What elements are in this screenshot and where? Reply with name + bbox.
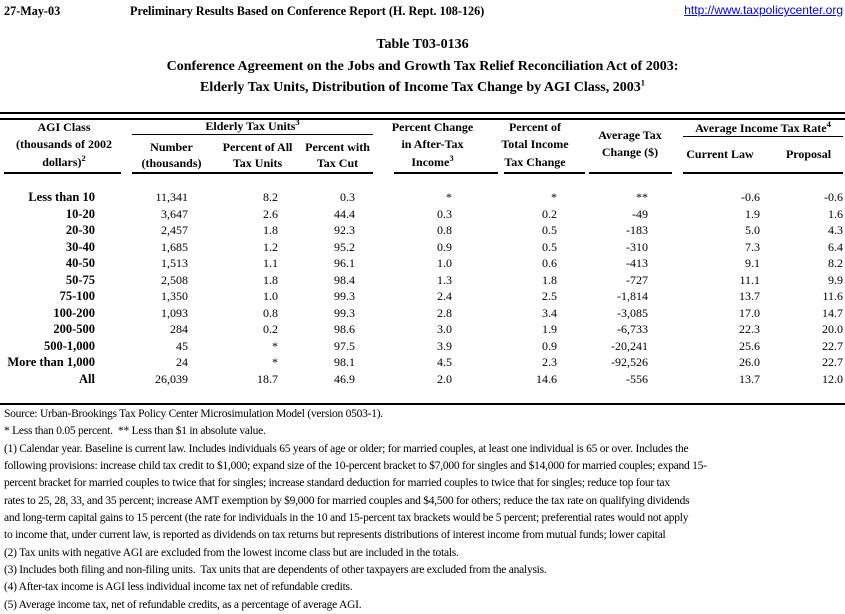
cell: -1,814 bbox=[617, 289, 648, 304]
header-line: Tax Units bbox=[232, 156, 283, 171]
table-row bbox=[0, 354, 845, 371]
cell: 8.2 bbox=[828, 256, 843, 271]
cell: 95.2 bbox=[334, 239, 355, 254]
cell: 13.7 bbox=[739, 372, 760, 387]
header-underline bbox=[394, 172, 498, 174]
column-header-current-law: Current Law bbox=[686, 147, 754, 161]
footnote-line: percent bracket for married couples to twice that for singles; increase standard deduction for married couples to twice that for singles; reduce top four tax bbox=[4, 477, 670, 490]
column-header-percent-with-cut bbox=[300, 139, 375, 171]
row-label: 50-75 bbox=[65, 272, 95, 287]
header-line: Number bbox=[150, 140, 193, 154]
cell: 17.0 bbox=[739, 305, 760, 320]
cell: 2.5 bbox=[542, 289, 557, 304]
cell: 22.7 bbox=[822, 355, 843, 370]
table-row bbox=[0, 321, 845, 338]
footnote-line: following provisions: increase child tax credit to $1,000; expand size of the 10-percent bracket to $7,000 for singles and $14,000 for married couples; expand 15- bbox=[4, 460, 707, 473]
bottom-rule bbox=[0, 403, 845, 405]
cell: 0.9 bbox=[542, 338, 557, 353]
cell: -92,526 bbox=[611, 355, 648, 370]
cell: 98.1 bbox=[334, 355, 355, 370]
header-line: Change ($) bbox=[601, 145, 659, 160]
cell: 4.5 bbox=[437, 355, 452, 370]
cell: 1.0 bbox=[437, 256, 452, 271]
footnote-line: and long-term capital gains to 15 percent (the rate for individuals in the 10 and 15-percent tax brackets would be 5 percent; preferential rates would not apply bbox=[4, 512, 689, 525]
cell: 14.7 bbox=[822, 305, 843, 320]
footnote-line: (1) Calendar year. Baseline is current law. Includes individuals 65 years of age or older; for married couples, at least one individual is 65 or over. Includes the bbox=[4, 442, 689, 455]
cell: 2,457 bbox=[161, 223, 188, 238]
cell: 0.3 bbox=[437, 206, 452, 221]
cell: 4.3 bbox=[828, 223, 843, 238]
cell: -20,241 bbox=[611, 338, 648, 353]
footnote-marker: 3 bbox=[295, 117, 300, 127]
cell: 22.7 bbox=[822, 338, 843, 353]
footnote-line: (5) Average income tax, net of refundable credits, as a percentage of average AGI. bbox=[4, 598, 362, 611]
cell: 11.1 bbox=[739, 272, 760, 287]
cell: 99.3 bbox=[334, 305, 355, 320]
cell: 1,685 bbox=[161, 239, 188, 254]
cell: 9.9 bbox=[828, 272, 843, 287]
column-header-agi-class bbox=[0, 119, 128, 171]
cell: 1.9 bbox=[745, 206, 760, 221]
footnote-line: (2) Tax units with negative AGI are excluded from the lowest income class but are included in the totals. bbox=[4, 546, 459, 559]
header-underline bbox=[589, 172, 672, 174]
cell: 1.1 bbox=[263, 256, 278, 271]
table-title-line1: Table T03-0136 bbox=[376, 37, 469, 52]
cell: 92.3 bbox=[334, 223, 355, 238]
cell: 2,508 bbox=[161, 272, 188, 287]
row-label: 20-30 bbox=[65, 223, 95, 238]
cell: 0.8 bbox=[263, 305, 278, 320]
footnote-line: rates to 25, 28, 33, and 35 percent; increase AMT exemption by $9,000 for married couples and $4,500 for others; reduce the tax rate on qualifying dividends bbox=[4, 494, 690, 507]
table-row bbox=[0, 206, 845, 223]
cell: 14.6 bbox=[536, 372, 557, 387]
row-label: More than 1,000 bbox=[7, 355, 95, 370]
table-body bbox=[0, 189, 845, 388]
column-header-proposal: Proposal bbox=[785, 147, 832, 161]
cell: 0.6 bbox=[542, 256, 557, 271]
column-group-elderly-tax-units: Elderly Tax Units$^3$ bbox=[132, 119, 373, 135]
cell: 3.4 bbox=[542, 305, 557, 320]
header-underline bbox=[132, 172, 373, 174]
cell: 1.3 bbox=[437, 272, 452, 287]
cell: 2.3 bbox=[542, 355, 557, 370]
cell: 0.3 bbox=[340, 190, 355, 204]
cell: 1.9 bbox=[542, 322, 557, 337]
column-header-percent-of-all bbox=[215, 139, 300, 171]
cell: 1,093 bbox=[161, 305, 188, 320]
cell: 8.2 bbox=[263, 190, 278, 204]
cell: * bbox=[272, 338, 278, 353]
table-row bbox=[0, 189, 845, 206]
source-line: Source: Urban-Brookings Tax Policy Center Microsimulation Model (version 0503-1). bbox=[4, 408, 383, 420]
header-line: Percent with bbox=[305, 140, 370, 154]
header-line: Percent of bbox=[508, 120, 562, 134]
row-label: Less than 10 bbox=[28, 190, 95, 204]
header-line: Tax Cut bbox=[316, 156, 359, 171]
cell: 22.3 bbox=[739, 322, 760, 337]
cell: 2.4 bbox=[437, 289, 452, 304]
header-line: AGI Class bbox=[37, 120, 91, 134]
cell: 97.5 bbox=[334, 338, 355, 353]
header-line: Total Income bbox=[501, 137, 569, 152]
table-row bbox=[0, 338, 845, 355]
column-group-avg-income-tax-rate: Average Income Tax Rate$^4$ bbox=[683, 121, 843, 137]
header-line: Tax Change bbox=[504, 154, 566, 169]
column-header-number bbox=[128, 139, 215, 171]
header-line: Percent of All bbox=[222, 140, 293, 154]
cell: 284 bbox=[170, 322, 188, 337]
cell: 1,350 bbox=[161, 289, 188, 304]
footnote-marker: 2 bbox=[81, 152, 86, 163]
table-row bbox=[0, 272, 845, 289]
cell: 46.9 bbox=[334, 372, 355, 387]
row-label: All bbox=[79, 372, 95, 387]
cell: -6,733 bbox=[617, 322, 648, 337]
cell: * bbox=[551, 190, 557, 204]
row-label: 100-200 bbox=[53, 305, 95, 320]
header-underline bbox=[683, 172, 843, 174]
cell: 9.1 bbox=[745, 256, 760, 271]
cell: 25.6 bbox=[739, 338, 760, 353]
cell: 1.8 bbox=[542, 272, 557, 287]
cell: 1.2 bbox=[263, 239, 278, 254]
date-text: 27-May-03 bbox=[4, 4, 61, 18]
row-label: 500-1,000 bbox=[43, 338, 95, 353]
cell: 98.4 bbox=[334, 272, 355, 287]
footnote-marker: 1 bbox=[640, 77, 645, 88]
cell: 5.0 bbox=[745, 223, 760, 238]
title-text: Elderly Tax Units, Distribution of Income Tax Change by AGI Class, 2003 bbox=[200, 80, 641, 95]
cell: ** bbox=[636, 190, 648, 204]
cell: 2.6 bbox=[263, 206, 278, 221]
cell: 0.8 bbox=[437, 223, 452, 238]
cell: 98.6 bbox=[334, 322, 355, 337]
cell: 1.6 bbox=[828, 206, 843, 221]
cell: * bbox=[272, 355, 278, 370]
cell: 26.0 bbox=[739, 355, 760, 370]
cell: 99.3 bbox=[334, 289, 355, 304]
row-label: 75-100 bbox=[59, 289, 95, 304]
row-label: 30-40 bbox=[65, 239, 95, 254]
column-header-avg-tax-change bbox=[580, 127, 680, 162]
row-label: 40-50 bbox=[65, 256, 95, 271]
footnote-line: to income that, under current law, is reported as dividends on tax returns but represents distributions of interest income from mutual funds; lower capital bbox=[4, 529, 666, 542]
cell: 1,513 bbox=[161, 256, 188, 271]
cell: 2.0 bbox=[437, 372, 452, 387]
cell: 0.5 bbox=[542, 223, 557, 238]
header-underline bbox=[504, 172, 585, 174]
cell: 18.7 bbox=[257, 372, 278, 387]
cell: 20.0 bbox=[822, 322, 843, 337]
cell: -0.6 bbox=[741, 190, 760, 204]
footnote-marker: 4 bbox=[826, 119, 831, 129]
cell: 1.0 bbox=[263, 289, 278, 304]
header-line: in After-Tax bbox=[401, 137, 464, 152]
cell: 3.0 bbox=[437, 322, 452, 337]
cell: 0.2 bbox=[263, 322, 278, 337]
cell: 6.4 bbox=[828, 239, 843, 254]
cell: -183 bbox=[626, 223, 648, 238]
cell: 1.8 bbox=[263, 223, 278, 238]
cell: 3.9 bbox=[437, 338, 452, 353]
row-label: 10-20 bbox=[65, 206, 95, 221]
table-row bbox=[0, 222, 845, 239]
cell: 3,647 bbox=[161, 206, 188, 221]
cell: -49 bbox=[632, 206, 648, 221]
cell: * bbox=[446, 190, 452, 204]
table-row bbox=[0, 288, 845, 305]
column-header-pct-total-change bbox=[490, 119, 580, 171]
cell: 1.8 bbox=[263, 272, 278, 287]
cell: -310 bbox=[626, 239, 648, 254]
header-line: Average Tax bbox=[598, 128, 662, 142]
row-label: 200-500 bbox=[53, 322, 95, 337]
report-title: Preliminary Results Based on Conference Report (H. Rept. 108-126) bbox=[130, 4, 485, 18]
cell: 7.3 bbox=[745, 239, 760, 254]
cell: 24 bbox=[176, 355, 188, 370]
header-line: (thousands) bbox=[141, 156, 202, 171]
table-row bbox=[0, 239, 845, 256]
cell: -556 bbox=[626, 372, 648, 387]
cell: -3,085 bbox=[617, 305, 648, 320]
table-row bbox=[0, 255, 845, 272]
header-line: Percent Change bbox=[391, 120, 474, 134]
cell: -413 bbox=[626, 256, 648, 271]
header-line: Income$^3$ bbox=[411, 152, 454, 169]
cell: 11,341 bbox=[155, 190, 188, 204]
cell: 26,039 bbox=[155, 372, 188, 387]
cell: -727 bbox=[626, 272, 648, 287]
footnote-line: * Less than 0.05 percent. ** Less than $1 in absolute value. bbox=[4, 425, 266, 438]
cell: 0.2 bbox=[542, 206, 557, 221]
table-title-line2: Conference Agreement on the Jobs and Growth Tax Relief Reconciliation Act of 2003: bbox=[166, 59, 679, 74]
header-line: (thousands of 2002 bbox=[15, 137, 113, 152]
column-header-pct-change-after-tax bbox=[375, 119, 490, 171]
cell: 44.4 bbox=[334, 206, 355, 221]
cell: 45 bbox=[176, 338, 188, 353]
cell: -0.6 bbox=[824, 190, 843, 204]
footnote-marker: 3 bbox=[449, 152, 454, 163]
cell: 0.9 bbox=[437, 239, 452, 254]
cell: 96.1 bbox=[334, 256, 355, 271]
footnote-line: (3) Includes both filing and non-filing units. Tax units that are dependents of other taxpayers are excluded from the analysis. bbox=[4, 564, 547, 577]
cell: 11.6 bbox=[822, 289, 843, 304]
cell: 0.5 bbox=[542, 239, 557, 254]
table-row bbox=[0, 371, 845, 388]
cell: 13.7 bbox=[739, 289, 760, 304]
cell: 12.0 bbox=[822, 372, 843, 387]
footnote-line: (4) After-tax income is AGI less individual income tax net of refundable credits. bbox=[4, 581, 353, 594]
table-title-line3 bbox=[0, 77, 845, 96]
footnotes-block bbox=[4, 406, 845, 614]
site-link[interactable]: http://www.taxpolicycenter.org bbox=[684, 3, 843, 17]
table-row bbox=[0, 305, 845, 322]
header-line: dollars)$^2$ bbox=[42, 152, 86, 169]
header-underline bbox=[4, 172, 121, 174]
cell: 2.8 bbox=[437, 305, 452, 320]
